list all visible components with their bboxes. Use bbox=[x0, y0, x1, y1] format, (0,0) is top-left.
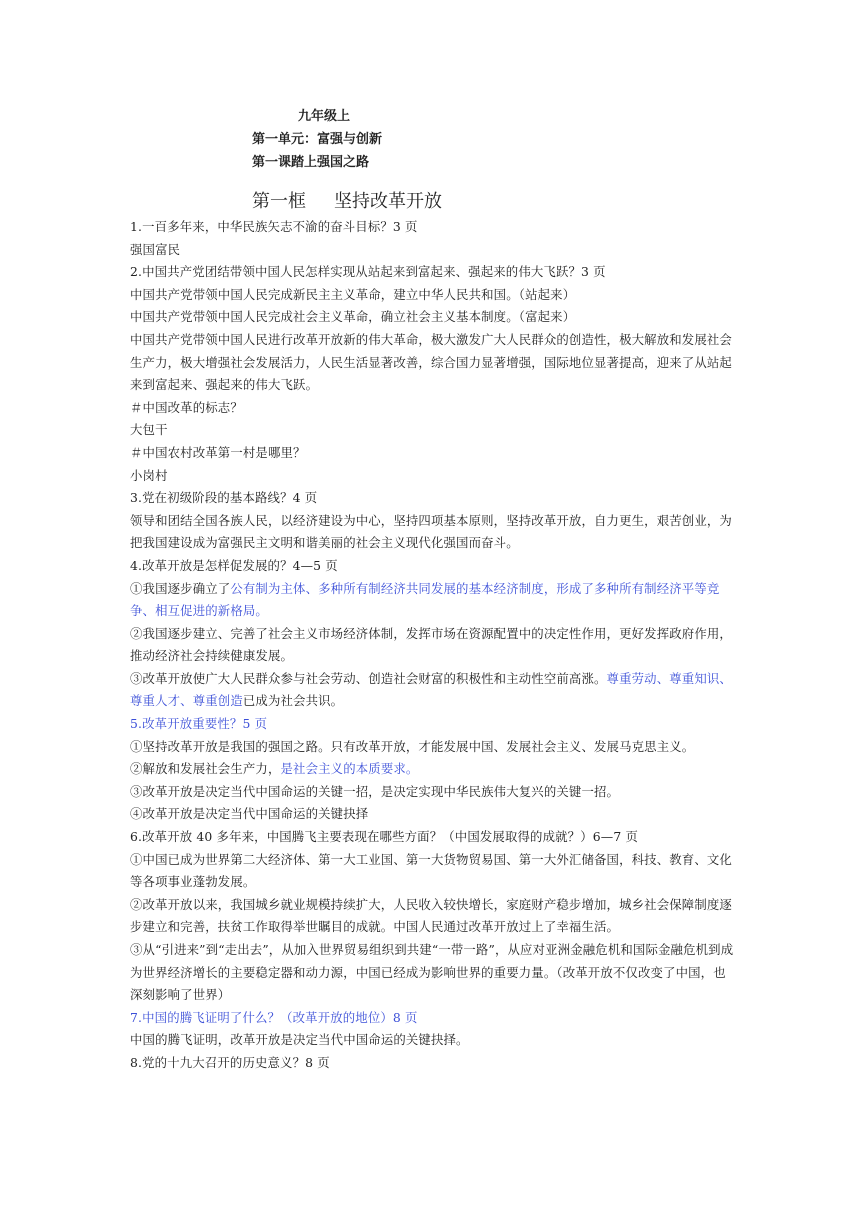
text-segment: 领导和团结全国各族人民，以经济建设为中心，坚持四项基本原则，坚持改革开放，自力更生，艰苦创业，为把我国建设成为富强民主文明和谐美丽的社会主义现代化强国而奋斗。 bbox=[130, 512, 732, 551]
text-segment: 6.改革开放 40 多年来，中国腾飞主要表现在哪些方面？（中国发展取得的成就？）6—7 页 bbox=[130, 829, 638, 845]
highlighted-text: 公有制为主体、多种所有制经济共同发展的基本经济制度，形成了多种所有制经济平等竞争、相互促进的新格局。 bbox=[130, 580, 720, 619]
lesson-title: 第一课踏上强国之路 bbox=[252, 155, 370, 170]
text-line bbox=[130, 419, 734, 442]
text-segment: ③改革开放是决定当代中国命运的关键一招，是决定实现中华民族伟大复兴的关键一招。 bbox=[130, 783, 620, 799]
text-segment: ①坚持改革开放是我国的强国之路。只有改革开放，才能发展中国、发展社会主义、发展马克思主义。 bbox=[130, 738, 695, 754]
text-segment: 小岗村 bbox=[130, 467, 168, 483]
text-segment: 已成为社会共识。 bbox=[242, 693, 344, 709]
text-segment: 2.中国共产党团结带领中国人民怎样实现从站起来到富起来、强起来的伟大飞跃？3 页 bbox=[130, 264, 606, 280]
text-line bbox=[130, 849, 734, 894]
text-line bbox=[130, 284, 734, 307]
frame-title: 坚持改革开放 bbox=[334, 191, 442, 212]
text-segment: 中国共产党带领中国人民完成社会主义革命，确立社会主义基本制度。（富起来） bbox=[130, 309, 576, 325]
text-line bbox=[130, 442, 734, 465]
text-line bbox=[130, 216, 734, 239]
text-line bbox=[130, 578, 734, 623]
text-line bbox=[130, 510, 734, 555]
highlighted-text: 5.改革开放重要性？5 页 bbox=[130, 716, 268, 732]
frame-label: 第一框 bbox=[252, 191, 306, 212]
grade-title: 九年级上 bbox=[298, 109, 351, 124]
text-line bbox=[130, 261, 734, 284]
text-line bbox=[130, 239, 734, 262]
text-line bbox=[130, 555, 734, 578]
document-body bbox=[130, 216, 734, 1075]
text-segment: ＃中国农村改革第一村是哪里？ bbox=[130, 444, 306, 460]
text-segment: 中国的腾飞证明，改革开放是决定当代中国命运的关键抉择。 bbox=[130, 1032, 469, 1048]
text-segment: 大包干 bbox=[130, 422, 168, 438]
text-line bbox=[130, 736, 734, 759]
text-line bbox=[130, 329, 734, 397]
text-line bbox=[130, 306, 734, 329]
unit-title: 第一单元：富强与创新 bbox=[252, 132, 383, 147]
text-segment: ②我国逐步建立、完善了社会主义市场经济体制，发挥市场在资源配置中的决定性作用，更好发挥政府作用，推动经济社会持续健康发展。 bbox=[130, 625, 732, 664]
text-segment: 4.改革开放是怎样促发展的？4—5 页 bbox=[130, 557, 338, 573]
text-segment: 中国共产党带领中国人民进行改革开放新的伟大革命，极大激发广大人民群众的创造性，极大解放和发展社会生产力，极大增强社会发展活力，人民生活显著改善，综合国力显著增强，国际地位显著提高，迎来了从站起来到富起来、强起来的伟大飞跃。 bbox=[130, 331, 732, 393]
text-segment: 强国富民 bbox=[130, 241, 181, 257]
text-segment: 8.党的十九大召开的历史意义？8 页 bbox=[130, 1054, 330, 1070]
text-segment: ①我国逐步确立了 bbox=[130, 580, 231, 596]
text-line bbox=[130, 397, 734, 420]
text-segment: ②解放和发展社会生产力， bbox=[130, 761, 281, 777]
text-segment: ②改革开放以来，我国城乡就业规模持续扩大，人民收入较快增长，家庭财产稳步增加，城乡社会保障制度逐步建立和完善，扶贫工作取得举世瞩目的成就。中国人民通过改革开放过上了幸福生活。 bbox=[130, 896, 732, 935]
text-line bbox=[130, 894, 734, 939]
text-line bbox=[130, 465, 734, 488]
text-line bbox=[130, 713, 734, 736]
text-line bbox=[130, 1052, 734, 1075]
text-segment: 1.一百多年来，中华民族矢志不渝的奋斗目标？3 页 bbox=[130, 219, 418, 234]
highlighted-text: 是社会主义的本质要求。 bbox=[280, 761, 419, 777]
text-line bbox=[130, 1007, 734, 1030]
text-line bbox=[130, 623, 734, 668]
text-segment: ＃中国改革的标志？ bbox=[130, 399, 243, 415]
text-segment: 中国共产党带领中国人民完成新民主主义革命，建立中华人民共和国。（站起来） bbox=[130, 286, 576, 302]
text-line bbox=[130, 668, 734, 713]
text-line bbox=[130, 826, 734, 849]
text-line bbox=[130, 487, 734, 510]
frame-heading bbox=[252, 190, 442, 214]
highlighted-text: 尊重劳动、尊重知识、尊重人才、尊重创造 bbox=[130, 670, 732, 709]
text-segment: ①中国已成为世界第二大经济体、第一大工业国、第一大货物贸易国、第一大外汇储备国，科技、教育、文化等各项事业蓬勃发展。 bbox=[130, 851, 732, 890]
text-segment: ③改革开放使广大人民群众参与社会劳动、创造社会财富的积极性和主动性空前高涨。 bbox=[130, 670, 607, 686]
text-line bbox=[130, 803, 734, 826]
text-segment: ③从“引进来”到“走出去”，从加入世界贸易组织到共建“一带一路”，从应对亚洲金融危机和国际金融危机到成为世界经济增长的主要稳定器和动力源，中国已经成为影响世界的重要力量。（改革开放不仅改变了中国，也深刻影响了世界） bbox=[130, 942, 734, 1003]
text-line bbox=[130, 939, 734, 1007]
text-line bbox=[130, 1029, 734, 1052]
text-segment: 3.党在初级阶段的基本路线？4 页 bbox=[130, 490, 318, 506]
text-line bbox=[130, 758, 734, 781]
highlighted-text: 7.中国的腾飞证明了什么？（改革开放的地位）8 页 bbox=[130, 1009, 418, 1025]
text-line bbox=[130, 781, 734, 804]
text-segment: ④改革开放是决定当代中国命运的关键抉择 bbox=[130, 806, 369, 822]
